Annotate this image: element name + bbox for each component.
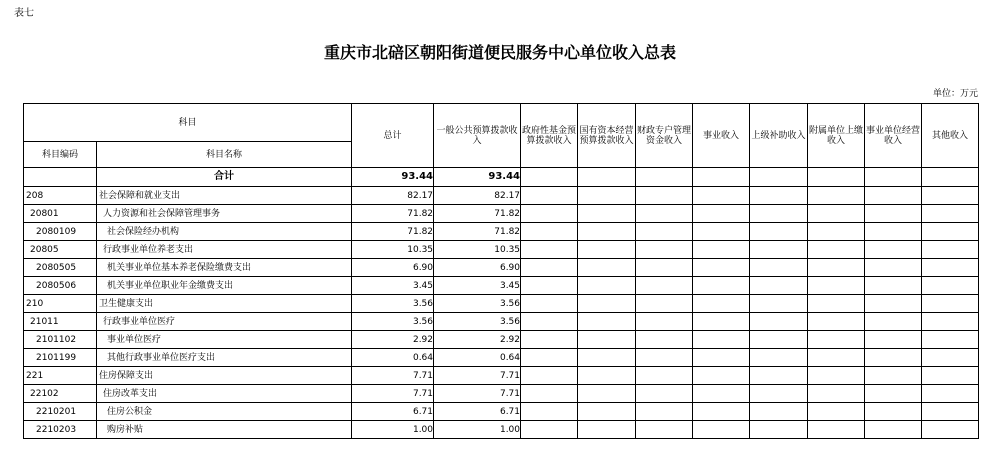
empty-cell (865, 367, 922, 385)
total-code-cell (24, 168, 97, 187)
table-row (24, 313, 979, 331)
empty-cell (922, 331, 979, 349)
empty-cell (750, 277, 808, 295)
empty-cell (922, 223, 979, 241)
empty-cell (636, 403, 693, 421)
total-cell: 1.00 (352, 421, 434, 439)
total-cell: 82.17 (352, 187, 434, 205)
empty-cell (750, 421, 808, 439)
subject-code-cell: 20801 (24, 205, 97, 223)
header-gov-fund: 政府性基金预算拨款收入 (521, 104, 578, 168)
total-amount: 93.44 (352, 168, 434, 187)
subject-code-cell: 20805 (24, 241, 97, 259)
table-row (24, 277, 979, 295)
empty-cell (922, 277, 979, 295)
subject-code-cell: 208 (24, 187, 97, 205)
empty-cell (578, 331, 636, 349)
empty-cell (922, 367, 979, 385)
header-subject-name: 科目名称 (97, 142, 352, 168)
empty-cell (808, 168, 865, 187)
empty-cell (636, 331, 693, 349)
general-budget-cell: 0.64 (434, 349, 521, 367)
empty-cell (693, 205, 750, 223)
empty-cell (636, 187, 693, 205)
empty-cell (922, 403, 979, 421)
subject-code-cell: 2210203 (24, 421, 97, 439)
table-row (24, 367, 979, 385)
table-row (24, 241, 979, 259)
subject-name-cell: 其他行政事业单位医疗支出 (97, 349, 352, 367)
subject-code-cell: 2101199 (24, 349, 97, 367)
empty-cell (865, 241, 922, 259)
empty-cell (865, 349, 922, 367)
unit-label: 单位：万元 (932, 89, 978, 99)
empty-cell (578, 295, 636, 313)
empty-cell (521, 205, 578, 223)
general-budget-cell: 1.00 (434, 421, 521, 439)
table-row (24, 331, 979, 349)
empty-cell (578, 168, 636, 187)
empty-cell (922, 259, 979, 277)
empty-cell (750, 313, 808, 331)
empty-cell (808, 331, 865, 349)
header-operating-income: 事业单位经营收入 (865, 104, 922, 168)
empty-cell (865, 187, 922, 205)
empty-cell (808, 241, 865, 259)
subject-name-cell: 人力资源和社会保障管理事务 (97, 205, 352, 223)
subject-code-cell: 2210201 (24, 403, 97, 421)
total-cell: 10.35 (352, 241, 434, 259)
subject-name-cell: 事业单位医疗 (97, 331, 352, 349)
empty-cell (750, 259, 808, 277)
empty-cell (636, 313, 693, 331)
empty-cell (808, 385, 865, 403)
total-cell: 71.82 (352, 223, 434, 241)
header-subject-code: 科目编码 (24, 142, 97, 168)
empty-cell (750, 295, 808, 313)
empty-cell (578, 223, 636, 241)
empty-cell (922, 349, 979, 367)
empty-cell (636, 259, 693, 277)
empty-cell (693, 277, 750, 295)
general-budget-cell: 3.56 (434, 295, 521, 313)
header-business-income: 事业收入 (693, 104, 750, 168)
total-label: 合计 (97, 168, 352, 187)
table-row (24, 385, 979, 403)
empty-cell (521, 259, 578, 277)
empty-cell (578, 349, 636, 367)
header-subject: 科目 (24, 104, 352, 142)
subject-name-cell: 住房保障支出 (97, 367, 352, 385)
empty-cell (808, 313, 865, 331)
general-budget-cell: 7.71 (434, 385, 521, 403)
empty-cell (693, 367, 750, 385)
table-row (24, 223, 979, 241)
empty-cell (693, 223, 750, 241)
empty-cell (636, 277, 693, 295)
subject-code-cell: 22102 (24, 385, 97, 403)
subject-name-cell: 住房公积金 (97, 403, 352, 421)
empty-cell (578, 403, 636, 421)
empty-cell (693, 187, 750, 205)
header-affiliated-income: 附属单位上缴收入 (808, 104, 865, 168)
empty-cell (865, 313, 922, 331)
empty-cell (922, 241, 979, 259)
empty-cell (922, 313, 979, 331)
general-budget-cell: 6.90 (434, 259, 521, 277)
empty-cell (808, 367, 865, 385)
empty-cell (922, 168, 979, 187)
empty-cell (521, 349, 578, 367)
empty-cell (750, 385, 808, 403)
empty-cell (521, 403, 578, 421)
empty-cell (636, 367, 693, 385)
empty-cell (865, 277, 922, 295)
empty-cell (521, 385, 578, 403)
empty-cell (808, 205, 865, 223)
general-budget-cell: 7.71 (434, 367, 521, 385)
empty-cell (865, 205, 922, 223)
empty-cell (521, 421, 578, 439)
empty-cell (693, 421, 750, 439)
empty-cell (521, 277, 578, 295)
empty-cell (636, 349, 693, 367)
empty-cell (693, 331, 750, 349)
empty-cell (521, 367, 578, 385)
empty-cell (750, 241, 808, 259)
empty-cell (865, 403, 922, 421)
empty-cell (636, 223, 693, 241)
page-title: 重庆市北碚区朝阳街道便民服务中心单位收入总表 (323, 43, 676, 62)
table-row (24, 349, 979, 367)
empty-cell (750, 223, 808, 241)
table-row (24, 205, 979, 223)
empty-cell (693, 349, 750, 367)
empty-cell (578, 421, 636, 439)
empty-cell (693, 403, 750, 421)
table-row (24, 259, 979, 277)
empty-cell (750, 403, 808, 421)
empty-cell (808, 187, 865, 205)
empty-cell (636, 295, 693, 313)
subject-name-cell: 住房改革支出 (97, 385, 352, 403)
empty-cell (865, 421, 922, 439)
subject-name-cell: 机关事业单位基本养老保险缴费支出 (97, 259, 352, 277)
subject-code-cell: 2080506 (24, 277, 97, 295)
table-row (24, 187, 979, 205)
table-row (24, 295, 979, 313)
subject-code-cell: 21011 (24, 313, 97, 331)
empty-cell (693, 259, 750, 277)
empty-cell (693, 241, 750, 259)
total-cell: 3.45 (352, 277, 434, 295)
header-superior-subsidy: 上级补助收入 (750, 104, 808, 168)
empty-cell (865, 223, 922, 241)
general-budget-cell: 82.17 (434, 187, 521, 205)
total-general-budget: 93.44 (434, 168, 521, 187)
empty-cell (578, 385, 636, 403)
header-total: 总计 (352, 104, 434, 168)
empty-cell (578, 277, 636, 295)
subject-code-cell: 2080109 (24, 223, 97, 241)
empty-cell (636, 421, 693, 439)
general-budget-cell: 71.82 (434, 205, 521, 223)
total-cell: 6.71 (352, 403, 434, 421)
empty-cell (636, 241, 693, 259)
table-row (24, 421, 979, 439)
total-cell: 0.64 (352, 349, 434, 367)
empty-cell (578, 187, 636, 205)
empty-cell (636, 385, 693, 403)
subject-code-cell: 210 (24, 295, 97, 313)
empty-cell (750, 367, 808, 385)
header-state-capital: 国有资本经营预算拨款收入 (578, 104, 636, 168)
subject-code-cell: 2080505 (24, 259, 97, 277)
subject-name-cell: 购房补贴 (97, 421, 352, 439)
empty-cell (922, 385, 979, 403)
empty-cell (750, 331, 808, 349)
empty-cell (521, 331, 578, 349)
empty-cell (521, 187, 578, 205)
empty-cell (521, 241, 578, 259)
empty-cell (521, 223, 578, 241)
empty-cell (808, 349, 865, 367)
empty-cell (808, 277, 865, 295)
total-cell: 7.71 (352, 367, 434, 385)
empty-cell (750, 349, 808, 367)
empty-cell (865, 331, 922, 349)
empty-cell (865, 259, 922, 277)
empty-cell (865, 385, 922, 403)
subject-name-cell: 行政事业单位养老支出 (97, 241, 352, 259)
empty-cell (693, 313, 750, 331)
subject-name-cell: 行政事业单位医疗 (97, 313, 352, 331)
empty-cell (578, 367, 636, 385)
total-cell: 6.90 (352, 259, 434, 277)
empty-cell (750, 168, 808, 187)
total-cell: 3.56 (352, 313, 434, 331)
total-cell: 3.56 (352, 295, 434, 313)
empty-cell (922, 295, 979, 313)
subject-name-cell: 社会保障和就业支出 (97, 187, 352, 205)
header-other-income: 其他收入 (922, 104, 979, 168)
empty-cell (636, 205, 693, 223)
empty-cell (578, 205, 636, 223)
empty-cell (922, 421, 979, 439)
table-row (24, 403, 979, 421)
general-budget-cell: 2.92 (434, 331, 521, 349)
empty-cell (578, 241, 636, 259)
empty-cell (808, 259, 865, 277)
empty-cell (693, 295, 750, 313)
empty-cell (521, 168, 578, 187)
total-cell: 2.92 (352, 331, 434, 349)
empty-cell (693, 168, 750, 187)
empty-cell (578, 313, 636, 331)
empty-cell (865, 295, 922, 313)
general-budget-cell: 3.45 (434, 277, 521, 295)
total-cell: 71.82 (352, 205, 434, 223)
general-budget-cell: 10.35 (434, 241, 521, 259)
empty-cell (808, 403, 865, 421)
subject-code-cell: 221 (24, 367, 97, 385)
subject-name-cell: 机关事业单位职业年金缴费支出 (97, 277, 352, 295)
general-budget-cell: 3.56 (434, 313, 521, 331)
empty-cell (636, 168, 693, 187)
empty-cell (808, 295, 865, 313)
general-budget-cell: 71.82 (434, 223, 521, 241)
table-number-label: 表七 (14, 8, 34, 19)
empty-cell (578, 259, 636, 277)
empty-cell (808, 421, 865, 439)
empty-cell (521, 313, 578, 331)
subject-code-cell: 2101102 (24, 331, 97, 349)
subject-name-cell: 卫生健康支出 (97, 295, 352, 313)
subject-name-cell: 社会保险经办机构 (97, 223, 352, 241)
empty-cell (808, 223, 865, 241)
empty-cell (750, 205, 808, 223)
empty-cell (521, 295, 578, 313)
header-special-fund: 财政专户管理资金收入 (636, 104, 693, 168)
general-budget-cell: 6.71 (434, 403, 521, 421)
empty-cell (922, 187, 979, 205)
empty-cell (865, 168, 922, 187)
empty-cell (750, 187, 808, 205)
income-summary-table (23, 103, 979, 439)
total-row (24, 168, 979, 187)
total-cell: 7.71 (352, 385, 434, 403)
empty-cell (693, 385, 750, 403)
header-general-budget: 一般公共预算拨款收入 (434, 104, 521, 168)
empty-cell (922, 205, 979, 223)
